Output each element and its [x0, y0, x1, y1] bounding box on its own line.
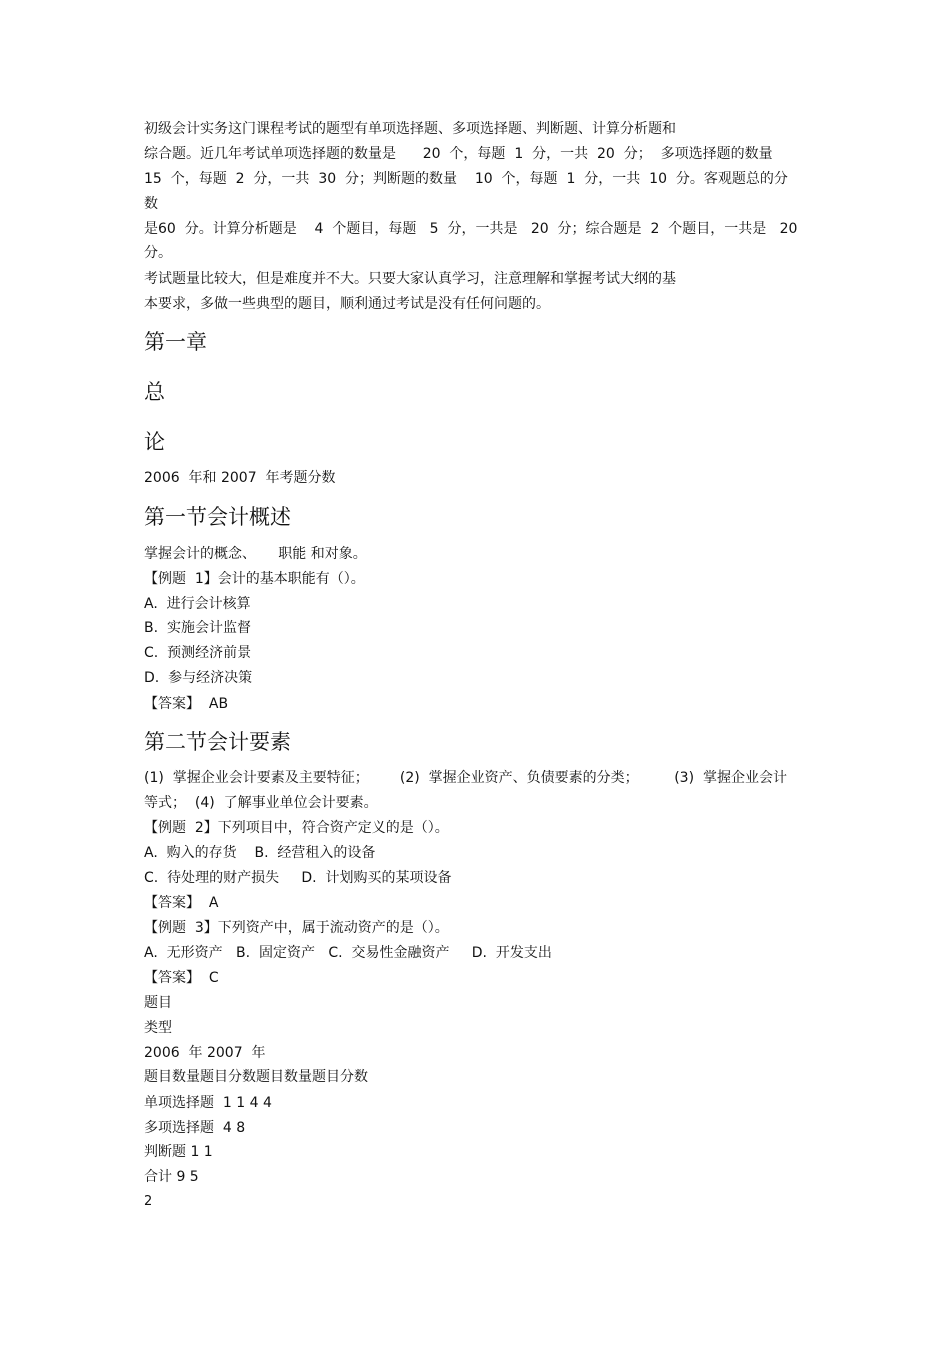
example-3-answer: 【答案】 C	[144, 970, 219, 986]
example-3-question: 【例题 3】下列资产中，属于流动资产的是（）。	[144, 920, 449, 936]
example-2-options-cd: C. 待处理的财产损失 D. 计划购买的某项设备	[144, 870, 452, 886]
intro-line-6: 分。	[144, 245, 172, 261]
example-3-options: A. 无形资产 B. 固定资产 C. 交易性金融资产 D. 开发支出	[144, 945, 552, 961]
section-2-title: 第二节会计要素	[144, 730, 291, 754]
chapter-score-caption: 2006 年和 2007 年考题分数	[144, 470, 336, 486]
score-table-line-5: 单项选择题 1 1 4 4	[144, 1095, 272, 1111]
intro-line-7: 考试题量比较大，但是难度并不大。只要大家认真学习，注意理解和掌握考试大纲的基	[144, 271, 676, 287]
example-2-options-ab: A. 购入的存货 B. 经营租入的设备	[144, 845, 376, 861]
score-table-line-7: 判断题 1 1	[144, 1144, 213, 1160]
intro-line-3: 15 个，每题 2 分，一共 30 分；判断题的数量 10 个，每题 1 分，一共 10 分。客观题总的分	[144, 171, 788, 187]
intro-line-5: 是60 分。计算分析题是 4 个题目，每题 5 分，一共是 20 分；综合题是 2 个题目，一共是 20	[144, 221, 798, 237]
example-1-option-b: B. 实施会计监督	[144, 620, 251, 636]
chapter-title-part-3: 论	[144, 430, 165, 454]
score-table-line-4: 题目数量题目分数题目数量题目分数	[144, 1069, 368, 1085]
score-table-line-8: 合计 9 5	[144, 1169, 199, 1185]
example-1-option-d: D. 参与经济决策	[144, 670, 253, 686]
section-2-requirements-line-2: 等式； (4) 了解事业单位会计要素。	[144, 795, 378, 811]
chapter-title-part-2: 总	[144, 380, 165, 404]
score-table-line-2: 类型	[144, 1020, 172, 1036]
score-table-line-1: 题目	[144, 995, 172, 1011]
example-2-question: 【例题 2】下列项目中，符合资产定义的是（）。	[144, 820, 449, 836]
score-table-line-6: 多项选择题 4 8	[144, 1120, 246, 1136]
example-1-question: 【例题 1】会计的基本职能有（）。	[144, 571, 365, 587]
example-1-option-c: C. 预测经济前景	[144, 645, 252, 661]
chapter-title-part-1: 第一章	[144, 330, 207, 354]
intro-line-1: 初级会计实务这门课程考试的题型有单项选择题、多项选择题、判断题、计算分析题和	[144, 121, 676, 137]
example-1-option-a: A. 进行会计核算	[144, 596, 251, 612]
score-table-line-3: 2006 年 2007 年	[144, 1045, 266, 1061]
section-2-requirements-line-1: (1) 掌握企业会计要素及主要特征； (2) 掌握企业资产、负债要素的分类； (3) 掌握企业会计	[144, 770, 787, 786]
intro-line-2: 综合题。近几年考试单项选择题的数量是 20 个，每题 1 分，一共 20 分； 多项选择题的数量	[144, 146, 773, 162]
example-1-answer: 【答案】 AB	[144, 696, 229, 712]
example-2-answer: 【答案】 A	[144, 895, 219, 911]
section-1-title: 第一节会计概述	[144, 505, 291, 529]
section-1-requirement: 掌握会计的概念、 职能 和对象。	[144, 546, 367, 562]
intro-line-8: 本要求，多做一些典型的题目，顺利通过考试是没有任何问题的。	[144, 296, 550, 312]
intro-line-4: 数	[144, 196, 158, 212]
page-number: 2	[144, 1194, 153, 1209]
